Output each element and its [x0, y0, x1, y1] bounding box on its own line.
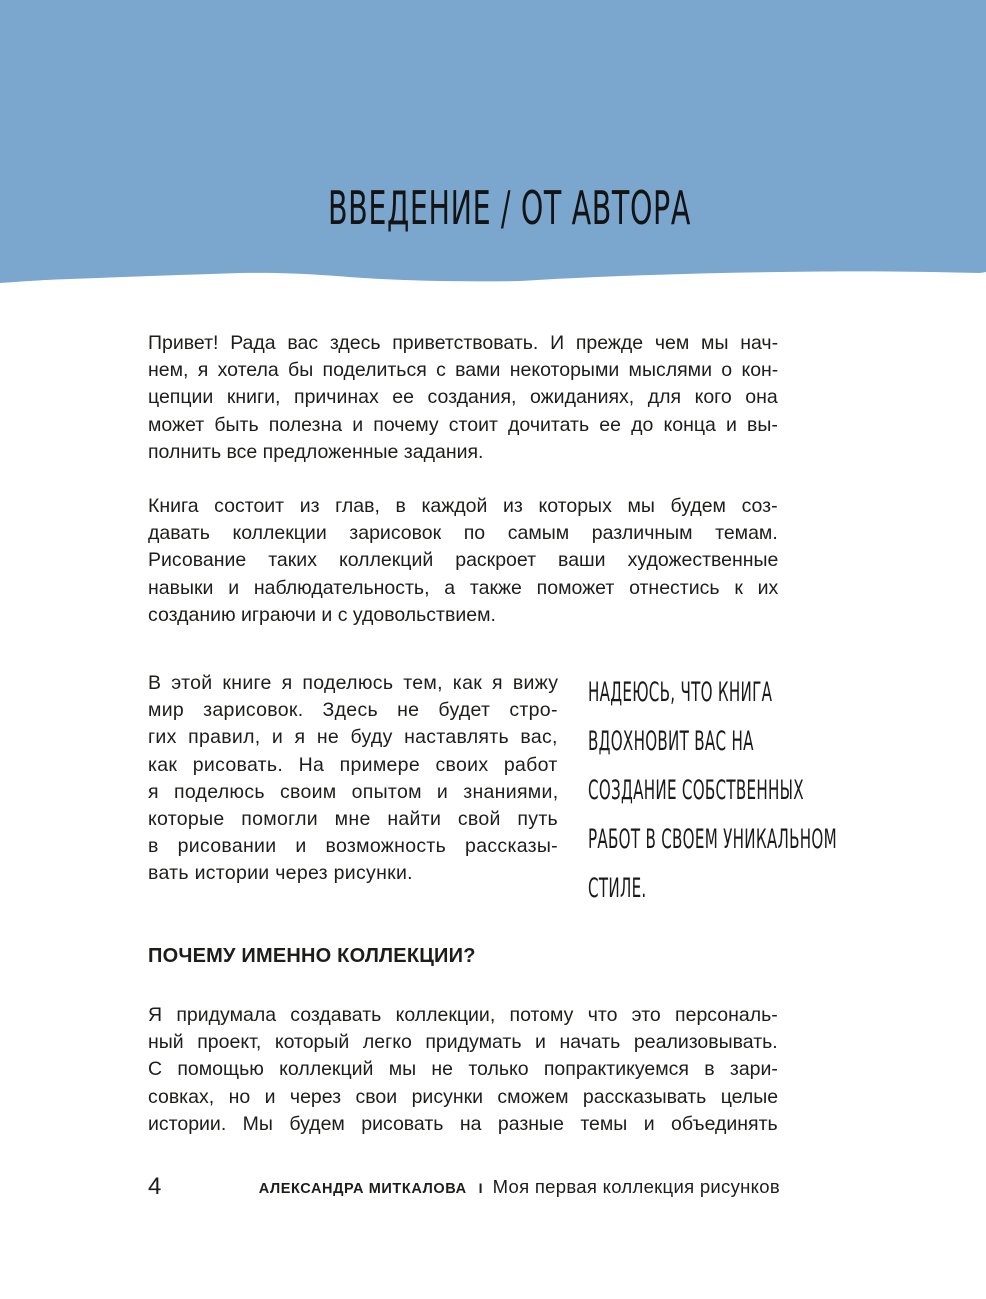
- running-head-separator: I: [478, 1180, 483, 1196]
- running-head: [259, 1170, 780, 1206]
- quote-line: СТИЛЕ.: [588, 873, 647, 904]
- text-line: мир зарисовок. Здесь не будет стро-: [148, 699, 558, 722]
- page-footer: [148, 1170, 780, 1204]
- text-line: вать истории через рисунки.: [148, 862, 413, 885]
- structure-paragraph: [148, 493, 778, 629]
- quote-line: СОЗДАНИЕ СОБСТВЕННЫХ: [588, 775, 804, 806]
- text-line: которые помогли мне найти свой путь: [148, 807, 559, 830]
- wavy-blue-banner: [0, 0, 986, 300]
- text-line: истории. Мы будем рисовать на разные темы и объединять: [148, 1112, 778, 1135]
- text-line: Привет! Рада вас здесь приветствовать. И прежде чем мы нач-: [148, 332, 779, 354]
- chapter-title: ВВЕДЕНИЕ / ОТ АВТОРА: [328, 181, 691, 235]
- text-line: В этой книге я поделюсь тем, как я вижу: [148, 672, 559, 694]
- running-head-book-title: Моя первая коллекция рисунков: [492, 1176, 780, 1197]
- running-head-author: АЛЕКСАНДРА МИТКАЛОВА: [258, 1181, 467, 1197]
- text-line: Я придумала создавать коллекции, потому что это персональ-: [148, 1004, 778, 1026]
- page-number: 4: [148, 1173, 162, 1200]
- quote-line: РАБОТ В СВОЕМ УНИКАЛЬНОМ: [588, 824, 837, 855]
- text-line: нем, я хотела бы поделиться с вами некоторыми мыслями о кон-: [148, 359, 779, 382]
- text-line: Рисование таких коллекций раскроет ваши художественные: [148, 549, 779, 572]
- text-line: созданию играючи и с удовольствием.: [148, 603, 496, 626]
- quote-line: ВДОХНОВИТ ВАС НА: [588, 726, 754, 757]
- text-line: я поделюсь своим опытом и знаниями,: [148, 780, 559, 803]
- text-line: С помощью коллекций мы не только попрактикуемся в зари-: [148, 1058, 778, 1081]
- text-line: цепции книги, причинах ее создания, ожиданиях, для кого она: [148, 386, 778, 409]
- approach-paragraph: [148, 670, 558, 888]
- quote-line: НАДЕЮСЬ, ЧТО КНИГА: [588, 677, 773, 708]
- text-line: ный проект, который легко придумать и начать реализовывать.: [148, 1031, 778, 1054]
- text-line: как рисовать. На примере своих работ: [148, 753, 558, 776]
- text-line: Книга состоит из глав, в каждой из которых мы будем соз-: [148, 495, 778, 517]
- text-line: в рисовании и возможность рассказы-: [148, 835, 558, 858]
- text-line: давать коллекции зарисовок по самым различным темам.: [148, 522, 778, 545]
- text-line: может быть полезна и почему стоит дочитать ее до конца и вы-: [148, 413, 778, 436]
- pull-quote: [588, 668, 908, 913]
- section-heading: ПОЧЕМУ ИМЕННО КОЛЛЕКЦИИ?: [148, 945, 476, 967]
- section-paragraph: [148, 1002, 778, 1138]
- chapter-header-band: [0, 0, 986, 300]
- text-line: совках, но и через свои рисунки сможем рассказывать целые: [148, 1085, 779, 1108]
- text-line: навыки и наблюдательность, а также поможет отнестись к их: [148, 576, 779, 599]
- text-line: гих правил, и я не буду наставлять вас,: [148, 726, 558, 749]
- intro-paragraph: [148, 330, 778, 466]
- text-line: полнить все предложенные задания.: [148, 440, 484, 463]
